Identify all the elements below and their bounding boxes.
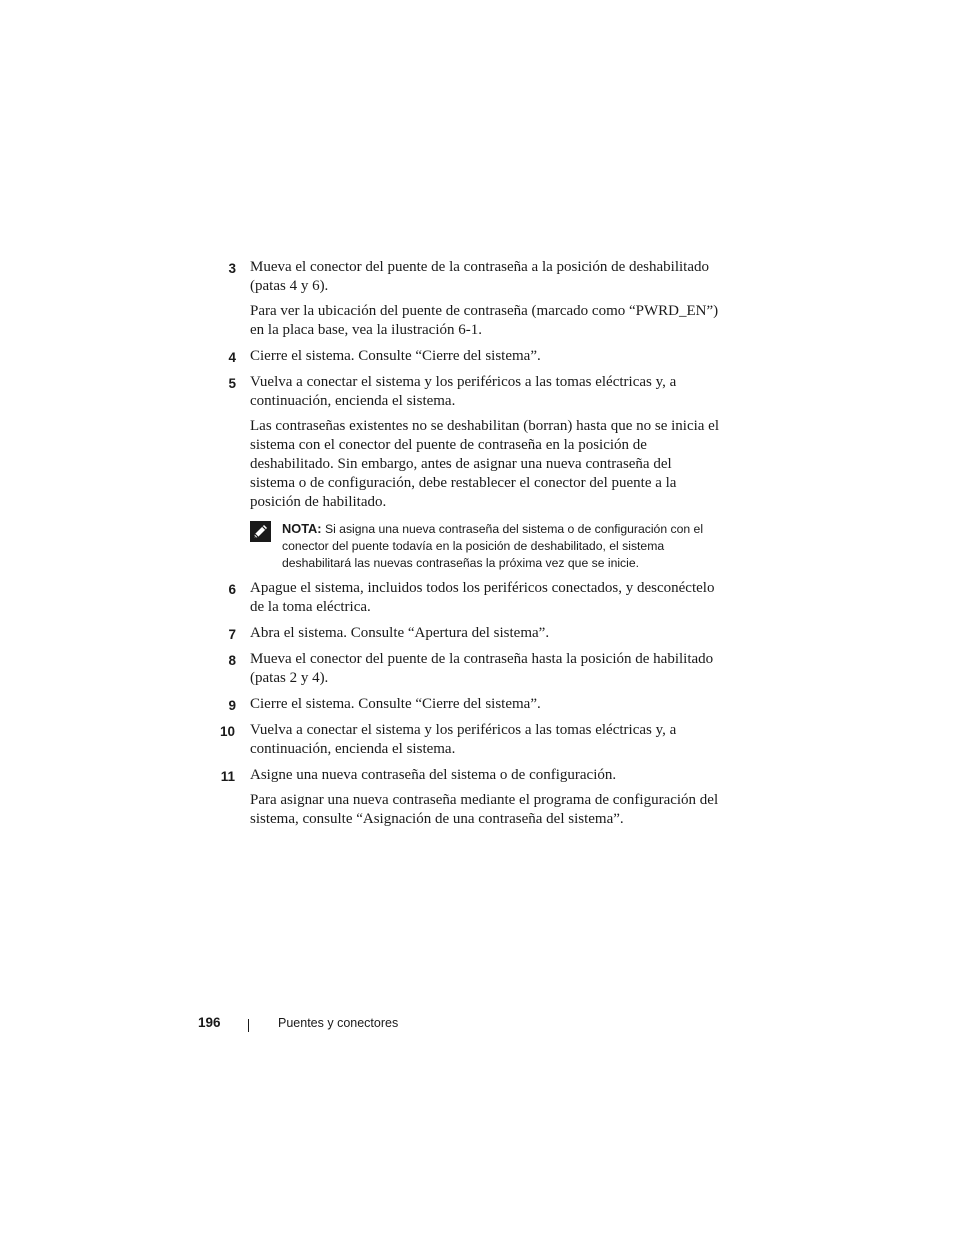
step-text: Mueva el conector del puente de la contraseña a la posición de deshabilitado (patas 4 y 6). (250, 259, 709, 294)
step-8 (220, 650, 720, 688)
note-body: Si asigna una nueva contraseña del sistema o de configuración con el conector del puente todavía en la posición de deshabilitado, el sistema deshabilitará las nuevas contraseñas la próxima vez que se inicie. (282, 522, 704, 570)
step-4 (220, 347, 720, 366)
step-text: Vuelva a conectar el sistema y los periféricos a las tomas eléctricas y, a continuación, encienda el sistema. (250, 722, 677, 757)
step-detail: Para ver la ubicación del puente de contraseña (marcado como “PWRD_EN”) en la placa base, vea la ilustración 6-1. (250, 303, 719, 338)
step-text: Apague el sistema, incluidos todos los periféricos conectados, y desconéctelo de la toma eléctrica. (250, 580, 715, 615)
step-11 (220, 766, 720, 829)
step-6 (220, 579, 720, 617)
step-number: 5 (228, 376, 236, 391)
step-number: 8 (228, 653, 236, 668)
step-number: 6 (228, 582, 236, 597)
step-text: Abra el sistema. Consulte “Apertura del sistema”. (250, 625, 550, 641)
note-label: NOTA: (282, 521, 322, 536)
step-number: 3 (228, 261, 236, 276)
step-number: 11 (220, 769, 235, 784)
step-text: Cierre el sistema. Consulte “Cierre del sistema”. (250, 696, 541, 712)
step-detail: Las contraseñas existentes no se deshabilitan (borran) hasta que no se inicia el sistema con el conector del puente de contraseña en la posición de deshabilitado. Sin embargo, antes de asignar una nueva contraseña del sistema o de configuración, debe restablecer el conector del puente a la posición de habilitado. (250, 418, 720, 510)
note-box (250, 520, 720, 572)
step-text: Mueva el conector del puente de la contraseña hasta la posición de habilitado (patas 2 y 4). (250, 651, 714, 686)
step-number: 9 (228, 698, 236, 713)
step-9 (220, 695, 720, 714)
pencil-note-icon (250, 521, 271, 542)
step-7 (220, 624, 720, 643)
step-text: Vuelva a conectar el sistema y los periféricos a las tomas eléctricas y, a continuación, encienda el sistema. (250, 374, 677, 409)
step-number: 10 (220, 724, 236, 739)
step-3 (220, 258, 720, 340)
page-number: 196 (198, 1015, 221, 1030)
step-detail: Para asignar una nueva contraseña mediante el programa de configuración del sistema, consulte “Asignación de una contraseña del sistema”. (250, 792, 719, 827)
step-number: 7 (228, 627, 236, 642)
step-text: Cierre el sistema. Consulte “Cierre del sistema”. (250, 348, 541, 364)
step-number: 4 (228, 350, 236, 365)
note-text (282, 520, 720, 572)
instruction-list (220, 258, 720, 836)
footer-separator (248, 1019, 249, 1032)
step-10 (220, 721, 720, 759)
step-5 (220, 373, 720, 572)
section-title: Puentes y conectores (278, 1016, 399, 1030)
step-text: Asigne una nueva contraseña del sistema o de configuración. (250, 767, 617, 783)
